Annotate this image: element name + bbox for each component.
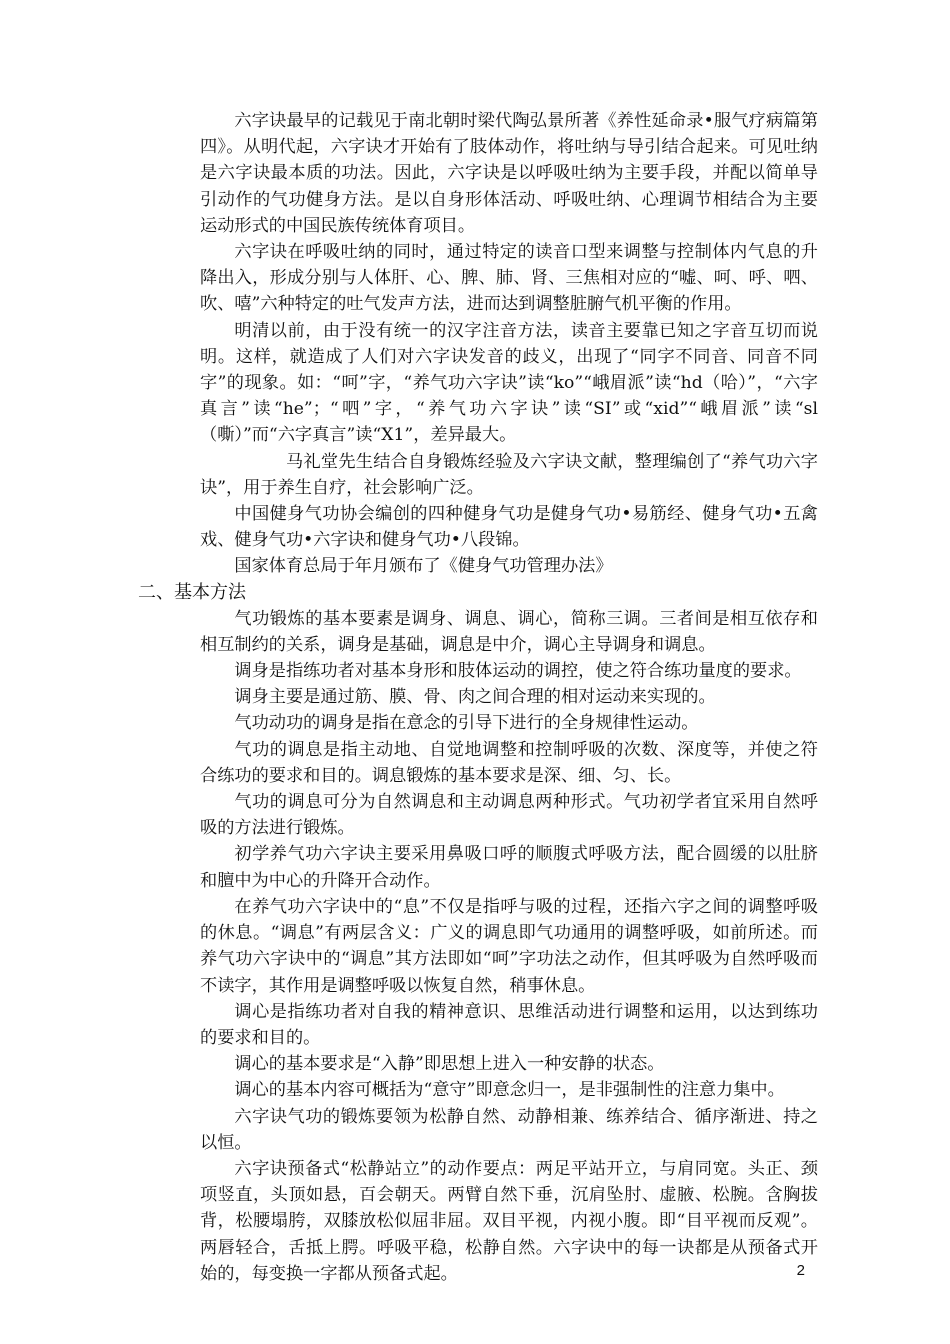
section-heading-basic-methods: 二、基本方法 <box>138 581 246 603</box>
paragraph-tiaoxi-definition: 气功的调息是指主动地、自觉地调整和控制呼吸的次数、深度等，并使之符合练功的要求和目的。调息锻炼的基本要求是深、细、匀、长。 <box>200 739 818 786</box>
paragraph-breathing-method: 初学养气功六字诀主要采用鼻吸口呼的顺腹式呼吸方法，配合圆缓的以肚脐和膻中为中心的升降开合动作。 <box>200 844 818 891</box>
paragraph-tiaoxin-content: 调心的基本内容可概括为“意守”即意念归一，是非强制性的注意力集中。 <box>234 1080 785 1101</box>
paragraph-ming-qing: 明清以前，由于没有统一的汉字注音方法，读音主要靠已知之字音互切而说明。这样，就造成了人们对六字诀发音的歧义，出现了“同字不同音、同音不同字”的现象。如：“呵”字，“养气功六字诀”读“ko”“峨眉派”读“hd（哈）”，“六字真言”读“he”；“呬”字，“养气功六字诀”读“SI”或“xid”“峨眉派”读“sl（嘶）”而“六字真言”读“X1”，差异最大。 <box>200 320 818 446</box>
paragraph-tiaoshen-definition: 调身是指练功者对基本身形和肢体运动的调控，使之符合练功量度的要求。 <box>234 661 802 682</box>
paragraph-four-qigong: 中国健身气功协会编创的四种健身气功是健身气功•易筋经、健身气功•五禽戏、健身气功•六字诀和健身气功•八段锦。 <box>200 504 818 551</box>
document-body <box>138 108 818 1287</box>
paragraph-essentials: 六字诀气功的锻炼要领为松静自然、动静相兼、练养结合、循序渐进、持之以恒。 <box>200 1106 818 1153</box>
paragraph-xi-meaning: 在养气功六字诀中的“息”不仅是指呼与吸的过程，还指六字之间的调整呼吸的休息。“调息”有两层含义：广义的调息即气功通用的调整呼吸，如前所述。而养气功六字诀中的“调息”其方法即如“呵”字功法之动作，但其呼吸为自然呼吸而不读字，其作用是调整呼吸以恢复自然，稍事休息。 <box>200 896 818 996</box>
paragraph-ma-litang: 马礼堂先生结合自身锻炼经验及六字诀文献，整理编创了“养气功六字诀”，用于养生自疗，社会影响广泛。 <box>200 451 818 498</box>
paragraph-origin: 六字诀最早的记载见于南北朝时梁代陶弘景所著《养性延命录•服气疗病篇第四》。从明代起，六字诀才开始有了肢体动作，将吐纳与导引结合起来。可见吐纳是六字诀最本质的功法。因此，六字诀是以呼吸吐纳为主要手段，并配以简单导引动作的气功健身方法。是以自身形体活动、呼吸吐纳、心理调节相结合为主要运动形式的中国民族传统体育项目。 <box>200 111 818 236</box>
paragraph-tiaoxi-forms: 气功的调息可分为自然调息和主动调息两种形式。气功初学者宜采用自然呼吸的方法进行锻炼。 <box>200 792 818 839</box>
paragraph-tiaoxin-requirement: 调心的基本要求是“入静”即思想上进入一种安静的状态。 <box>234 1054 665 1075</box>
paragraph-dynamic-tiaoshen: 气功动功的调身是指在意念的引导下进行的全身规律性运动。 <box>234 713 699 734</box>
paragraph-tiaoshen-means: 调身主要是通过筋、膜、骨、肉之间合理的相对运动来实现的。 <box>234 687 716 708</box>
paragraph-regulations: 国家体育总局于年月颁布了《健身气功管理办法》 <box>234 556 613 577</box>
page-number: 2 <box>796 1262 805 1279</box>
paragraph-tiaoxin-definition: 调心是指练功者对自我的精神意识、思维活动进行调整和运用，以达到练功的要求和目的。 <box>200 1001 818 1048</box>
paragraph-three-regulations: 气功锻炼的基本要素是调身、调息、调心，简称三调。三者间是相互依存和相互制约的关系，调身是基础，调息是中介，调心主导调身和调息。 <box>200 608 818 655</box>
paragraph-preparatory-stance: 六字诀预备式“松静站立”的动作要点：两足平站开立，与肩同宽。头正、颈项竖直，头顶如悬，百会朝天。两臂自然下垂，沉肩坠肘、虚腋、松腕。含胸拔背，松腰塌胯，双膝放松似屈非屈。双目平视，内视小腹。即“目平视而反观”。两唇轻合，舌抵上腭。呼吸平稳，松静自然。六字诀中的每一诀都是从预备式开始的，每变换一字都从预备式起。 <box>200 1158 818 1284</box>
paragraph-pronunciation-method: 六字诀在呼吸吐纳的同时，通过特定的读音口型来调整与控制体内气息的升降出入，形成分别与人体肝、心、脾、肺、肾、三焦相对应的“嘘、呵、呼、呬、吹、嘻”六种特定的吐气发声方法，进而达到调整脏腑气机平衡的作用。 <box>200 242 818 315</box>
